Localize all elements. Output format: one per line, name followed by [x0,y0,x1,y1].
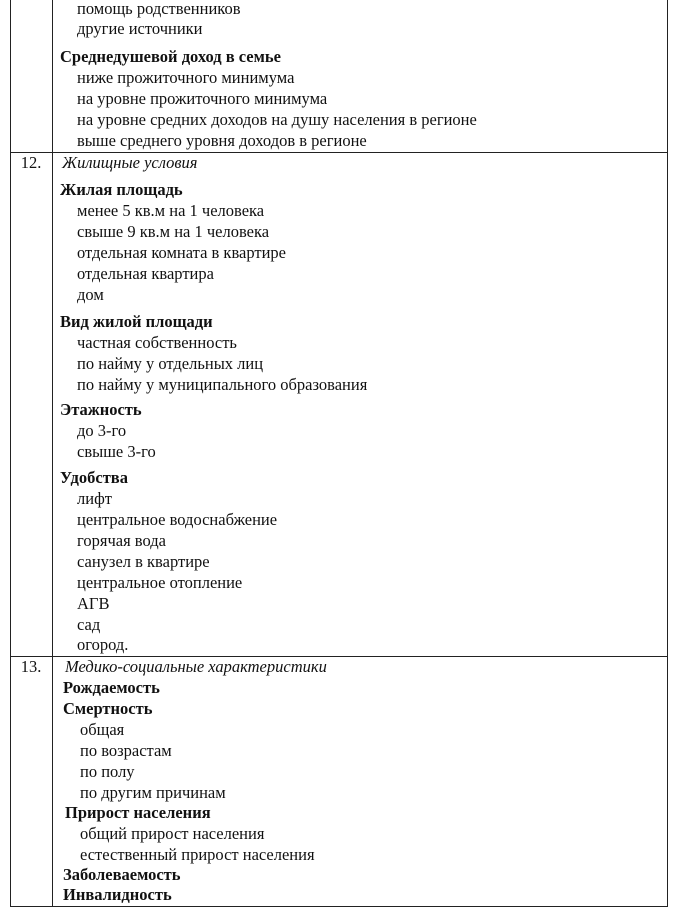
list-item: центральное водоснабжение [77,510,278,529]
list-item: общий прирост населения [80,824,265,843]
section-heading: Смертность [63,699,153,718]
list-item: естественный прирост населения [80,845,315,864]
list-item: отдельная квартира [77,264,214,283]
list-item: помощь родственников [77,0,241,18]
list-item: по найму у муниципального образования [77,375,368,394]
list-item: горячая вода [77,531,166,550]
list-item: центральное отопление [77,573,243,592]
list-item: санузел в квартире [77,552,210,571]
list-item: другие источники [77,19,203,38]
table-column-divider [52,0,53,907]
row-number: 13. [20,657,42,676]
list-item: по полу [80,762,135,781]
list-item: дом [77,285,104,304]
table-right-border [667,0,668,907]
list-item: огород. [77,635,129,654]
list-item: по найму у отдельных лиц [77,354,264,373]
list-item: отдельная комната в квартире [77,243,286,262]
list-item: общая [80,720,125,739]
section-heading: Среднедушевой доход в семье [60,47,281,66]
row-title: Жилищные условия [62,153,198,172]
table-left-border [10,0,11,907]
row-number: 12. [20,153,42,172]
list-item: сад [77,615,101,634]
section-heading: Рождаемость [63,678,160,697]
table-bottom-border [10,906,668,907]
list-item: по другим причинам [80,783,226,802]
section-heading: Инвалидность [63,885,172,904]
list-item: частная собственность [77,333,237,352]
row-title: Медико-социальные характеристики [65,657,327,676]
section-heading: Вид жилой площади [60,312,213,331]
list-item: на уровне средних доходов на душу населения в регионе [77,110,477,129]
list-item: выше среднего уровня доходов в регионе [77,131,367,150]
section-heading: Заболеваемость [63,865,181,884]
list-item: менее 5 кв.м на 1 человека [77,201,265,220]
section-heading: Этажность [60,400,142,419]
section-heading: Прирост населения [65,803,211,822]
section-heading: Удобства [60,468,128,487]
list-item: лифт [77,489,112,508]
list-item: ниже прожиточного минимума [77,68,295,87]
section-heading: Жилая площадь [60,180,183,199]
list-item: до 3-го [77,421,127,440]
list-item: АГВ [77,594,110,613]
list-item: по возрастам [80,741,172,760]
list-item: свыше 9 кв.м на 1 человека [77,222,270,241]
list-item: на уровне прожиточного минимума [77,89,328,108]
list-item: свыше 3-го [77,442,156,461]
